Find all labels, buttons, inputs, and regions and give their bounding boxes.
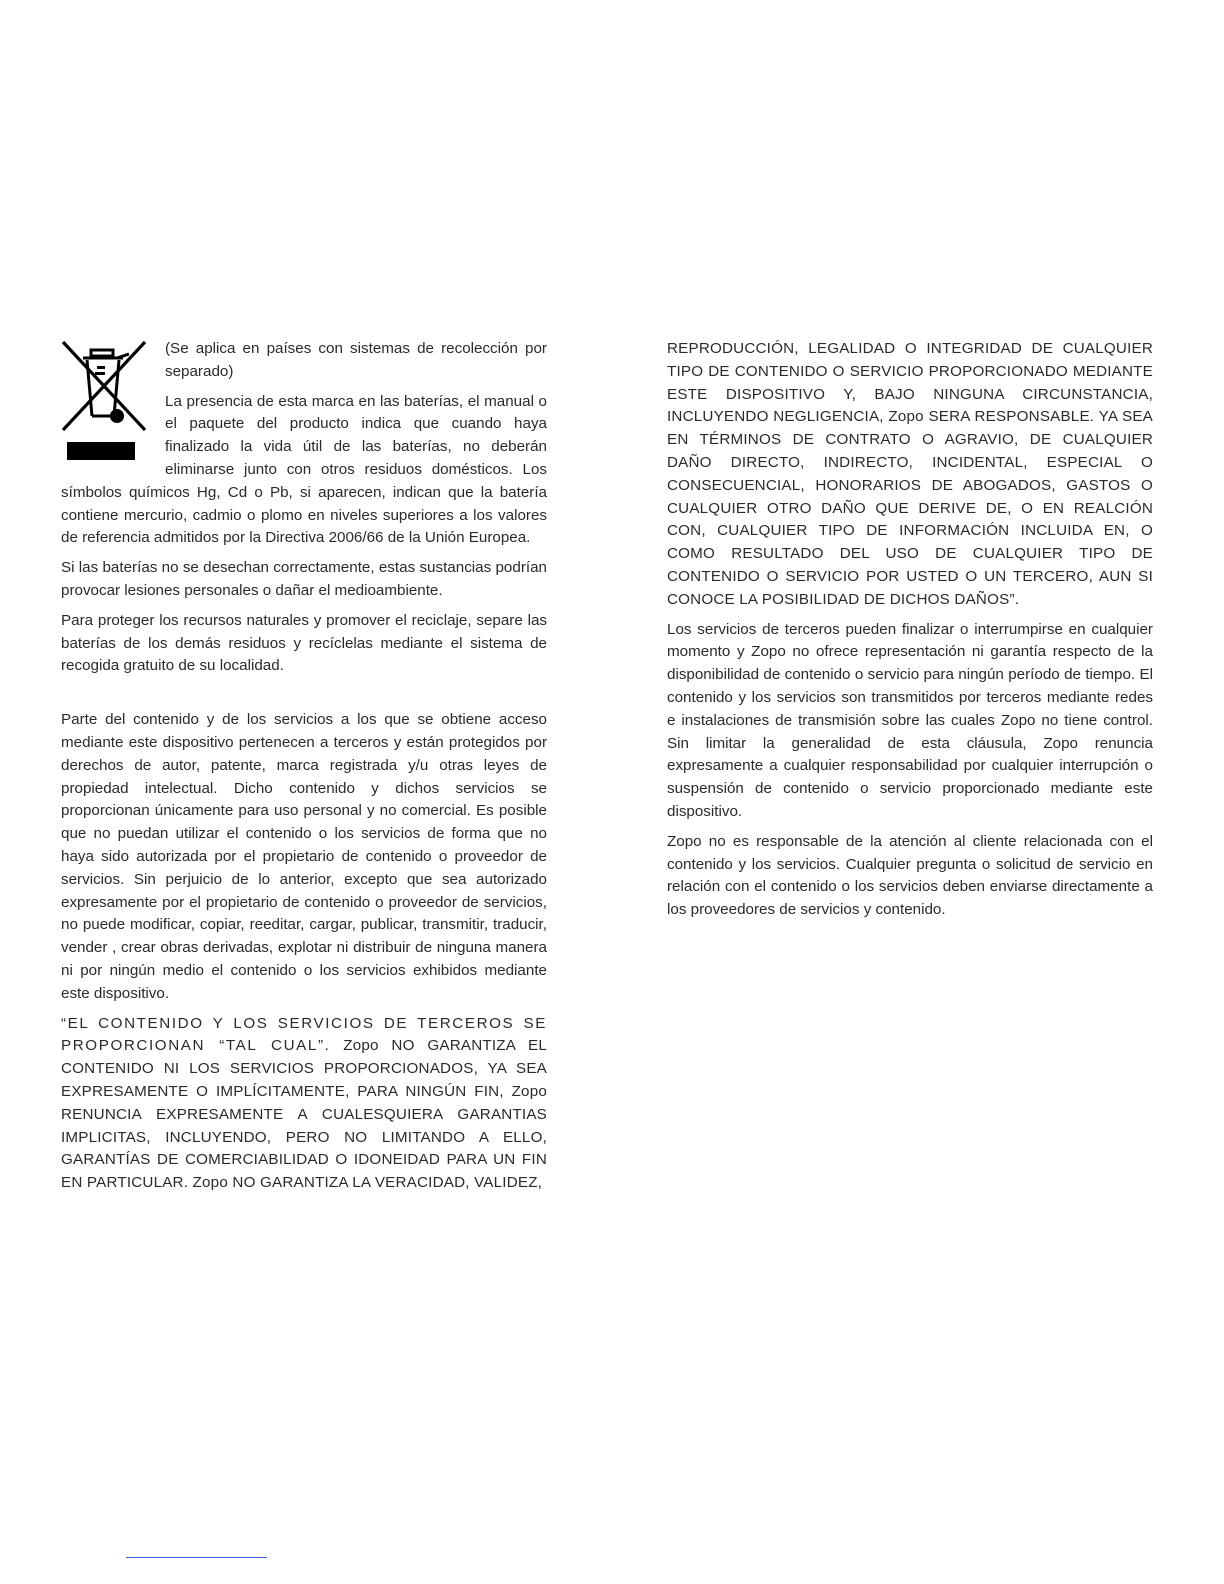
disclaimer-lead: “EL CONTENIDO Y LOS SERVICIOS DE TERCEROS SE PROPORCIONAN “TAL CUAL”. [61, 1014, 547, 1055]
weee-bar [67, 442, 135, 460]
right-column [667, 338, 1153, 929]
third-party-content: Parte del contenido y de los servicios a los que se obtiene acceso mediante este dispositivo pertenecen a terceros y están protegidos por derechos de autor, patente, marca registrada y/u otras leyes de propiedad intelectual. Dicho contenido y dichos servicios se proporcionan únicamente para uso personal y no comercial. Es posible que no puedan utilizar el contenido o los servicios de forma que no haya sido autorizada por el propietario de contenido o proveedor de servicios. Sin perjuicio de lo anterior, excepto que sea autorizado expresamente por el propietario de contenido o proveedor de servicios, no puede modificar, copiar, reeditar, cargar, publicar, transmitir, traducir, vender , crear obras derivadas, explotar ni distribuir de ninguna manera ni por ningún medio el contenido o los servicios exhibidos mediante este dispositivo. [61, 711, 547, 1002]
disclaimer-continued: REPRODUCCIÓN, LEGALIDAD O INTEGRIDAD DE CUALQUIER TIPO DE CONTENIDO O SERVICIO PROPORCIONADO MEDIANTE ESTE DISPOSITIVO Y, BAJO NINGUNA CIRCUNSTANCIA, INCLUYENDO NEGLIGENCIA, Zopo SERA RESPONSABLE. YA SEA EN TÉRMINOS DE CONTRATO O AGRAVIO, DE CUALQUIER DAÑO DIRECTO, INDIRECTO, INCIDENTAL, ESPECIAL O CONSECUENCIAL, HONORARIOS DE ABOGADOS, GASTOS O CUALQUIER OTRO DAÑO QUE DERIVE DE, O EN REALCIÓN CON, CUALQUIER TIPO DE INFORMACIÓN INCLUIDA EN, O COMO RESULTADO DEL USO DE CUALQUIER TIPO DE CONTENIDO O SERVICIO POR USTED O UN TERCERO, AUN SI CONOCE LA POSIBILIDAD DE DICHOS DAÑOS”. [667, 340, 1153, 608]
weee-recycle: Para proteger los recursos naturales y promover el reciclaje, separe las baterías de los demás residuos y recíclelas mediante el sistema de recogida gratuito de su localidad. [61, 611, 547, 675]
services-interruption: Los servicios de terceros pueden finalizar o interrumpirse en cualquier momento y Zopo no ofrece representación ni garantía respecto de la disponibilidad de contenido o servicio para ningún período de tiempo. El contenido y los servicios son transmitidos por terceros mediante redes e instalaciones de transmisión sobre las cuales Zopo no tiene control. Sin limitar la generalidad de esta cláusula, Zopo renuncia expresamente a cualquier responsabilidad por cualquier interrupción o suspensión de contenido o servicio proporcionado mediante este dispositivo. [667, 620, 1153, 820]
disclaimer-paragraph [61, 1013, 547, 1195]
customer-support: Zopo no es responsable de la atención al cliente relacionada con el contenido y los servicios. Cualquier pregunta o solicitud de servicio en relación con el contenido o los servicios deben enviarse directamente a los proveedores de servicios y contenido. [667, 832, 1153, 919]
weee-body: La presencia de esta marca en las baterías, el manual o el paquete del producto indica que cuando haya finalizado la vida útil de las baterías, no deberán eliminarse junto con otros residuos domésticos. Los símbolos químicos Hg, Cd o Pb, si aparecen, indican que la batería contiene mercurio, cadmio o plomo en niveles superiores a los valores de referencia admitidos por la Directiva 2006/66 de la Unión Europea. [61, 392, 547, 547]
weee-intro: (Se aplica en países con sistemas de recolección por separado) [165, 340, 547, 380]
weee-risk: Si las baterías no se desechan correctamente, estas sustancias podrían provocar lesiones personales o dañar el medioambiente. [61, 559, 547, 599]
disclaimer-rest: Zopo NO GARANTIZA EL CONTENIDO NI LOS SERVICIOS PROPORCIONADOS, YA SEA EXPRESAMENTE O IMPLÍCITAMENTE, PARA NINGÚN FIN, Zopo RENUNCIA EXPRESAMENTE A CUALESQUIERA GARANTIAS IMPLICITAS, INCLUYENDO, PERO NO LIMITANDO A ELLO, GARANTÍAS DE COMERCIABILIDAD O IDONEIDAD PARA UN FIN EN PARTICULAR. Zopo NO GARANTIZA LA VERACIDAD, VALIDEZ, [61, 1037, 547, 1192]
footer-rule [126, 1557, 267, 1558]
crossed-out-wheeled-bin-icon [59, 338, 153, 464]
left-column [61, 338, 547, 1202]
